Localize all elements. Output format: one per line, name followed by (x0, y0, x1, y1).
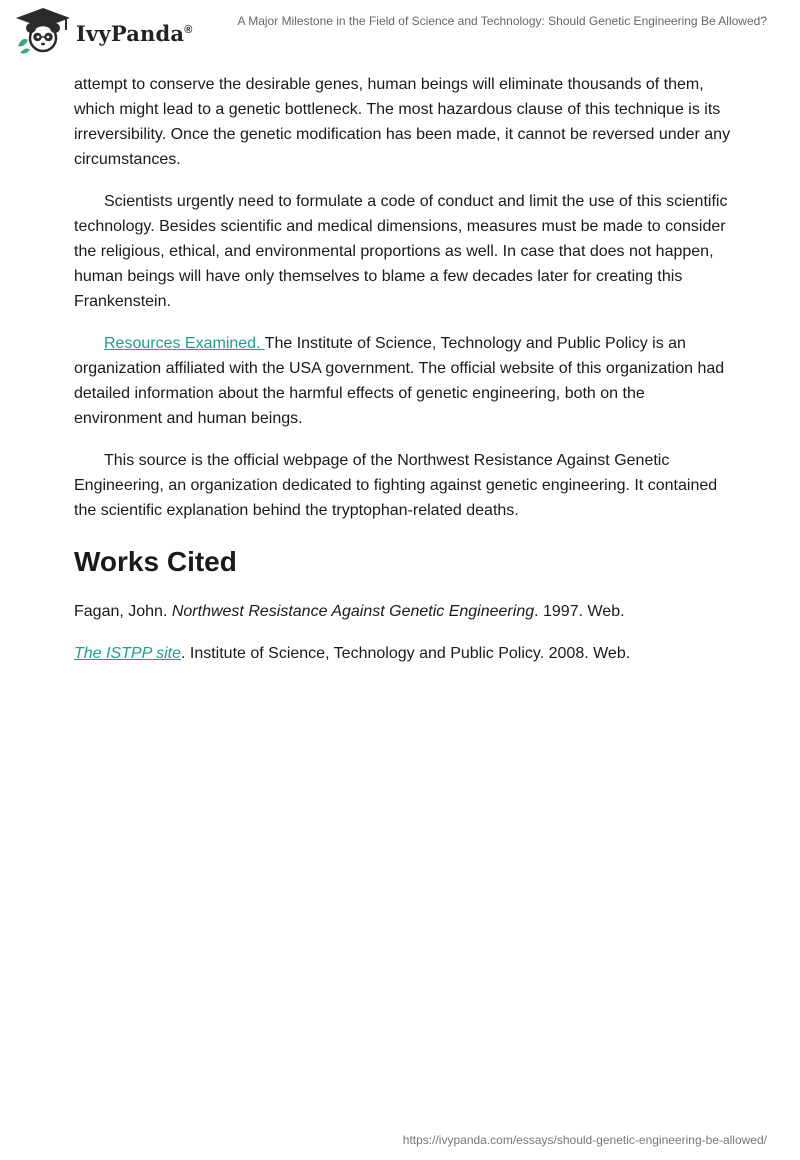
citation-details: . 1997. Web. (534, 603, 625, 620)
page-header (0, 0, 800, 64)
ivypanda-logo[interactable] (14, 6, 193, 54)
citation-fagan (74, 599, 734, 624)
works-cited-heading: Works Cited (74, 546, 237, 577)
footer-url[interactable]: https://ivypanda.com/essays/should-genetic-engineering-be-allowed/ (402, 1133, 767, 1147)
essay-content (74, 72, 734, 683)
paragraph-resources-examined (74, 331, 734, 431)
resources-examined-text: The Institute of Science, Technology and Public Policy is an organization affiliated with the USA government. The official website of this organization had detailed information about the harmful effects of genetic engineering, both on the environment and human beings. (74, 335, 725, 427)
citation-details: . Institute of Science, Technology and Public Policy. 2008. Web. (181, 645, 631, 662)
paragraph-northwest-source: This source is the official webpage of the Northwest Resistance Against Genetic Engineering, an organization dedicated to fighting against genetic engineering. It contained the scientific explanation behind the tryptophan-related deaths. (74, 452, 718, 519)
istpp-site-link[interactable]: The ISTPP site (74, 645, 181, 662)
logo-wordmark: IvyPanda® (76, 20, 193, 46)
panda-graduation-icon (14, 6, 72, 54)
paragraph-code-of-conduct: Scientists urgently need to formulate a code of conduct and limit the use of this scientific technology. Besides scientific and medical dimensions, measures must be made to consider the religious, ethical, and environmental proportions as well. In case that does not happen, human beings will have only themselves to blame a few decades later for creating this Frankenstein. (74, 193, 728, 310)
resources-examined-link[interactable]: Resources Examined. (104, 335, 265, 352)
citation-title: Northwest Resistance Against Genetic Engineering (171, 603, 535, 620)
citation-author: Fagan, John. (74, 603, 172, 620)
citation-istpp (74, 641, 734, 666)
running-title: A Major Milestone in the Field of Science and Technology: Should Genetic Engineering Be Allowed? (237, 14, 767, 28)
paragraph-continuation: attempt to conserve the desirable genes, human beings will eliminate thousands of them, which might lead to a genetic bottleneck. The most hazardous clause of this technique is its irreversibility. Once the genetic modification has been made, it cannot be reversed under any circumstances. (74, 76, 731, 168)
